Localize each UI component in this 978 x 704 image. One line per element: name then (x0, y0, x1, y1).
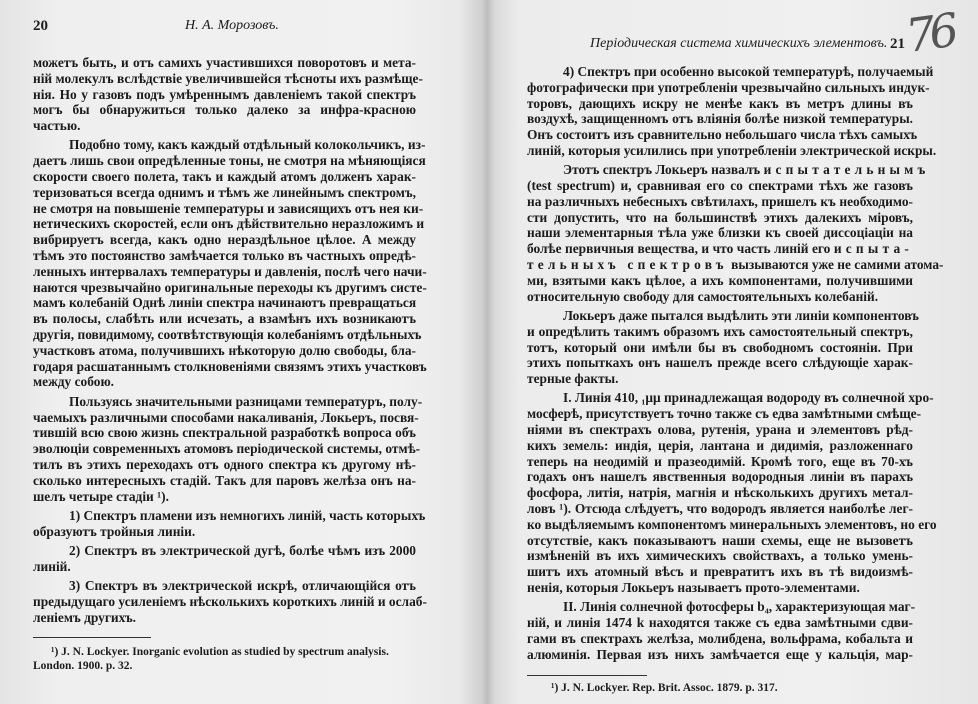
page-body (527, 64, 944, 662)
text-line: шелъ четыре стадіи ¹). (33, 488, 169, 504)
paragraph (33, 137, 427, 390)
text-line: можетъ быть, и отъ самихъ участившихся поворотовъ и мета- (33, 55, 416, 70)
text-line: тившій всю свою жизнь спектральной разработкѣ вопроса объ (33, 425, 416, 441)
paragraph (527, 390, 937, 595)
paragraph (33, 507, 426, 540)
text-line: ніями въ спектрахъ олова, рутенія, урана и элементовъ рѣд- (527, 422, 913, 438)
text-line: эволюціи современныхъ атомовъ періодической системы, отмѣ- (33, 441, 421, 457)
text-line: мамъ колебаній Однѣ линіи спектра начинаютъ превращаться (33, 295, 417, 311)
text-line: сколько интересныхъ стадій. Такъ для паровъ желѣза онъ на- (33, 472, 416, 488)
paragraph (527, 64, 937, 159)
text-line: скорости своего полета, такъ и каждый атомъ долженъ харак- (33, 169, 416, 185)
text-line: теперь на неодимій и празеодимій. Кромѣ того, еще въ 70-хъ (527, 453, 913, 469)
text-line: торовъ, дающихъ искру не менѣе какъ въ метръ длины въ (527, 95, 913, 111)
right-page (490, 0, 978, 704)
spaced-emphasis: тельныхъ спектровъ (527, 257, 728, 273)
text-line: на различныхъ небесныхъ свѣтилахъ, пришелъ къ необходимо- (527, 193, 913, 209)
text-line: Онъ состоитъ изъ сравнительно небольшаго числа тѣхъ самыхъ (527, 127, 918, 143)
text-line: предыдущаго усиленіемъ нѣсколькихъ короткихъ линій и ослаб- (33, 593, 427, 609)
text-line: наши элементарныя тѣла уже близки къ своей диссоціаціи на (527, 225, 913, 241)
text-line: ній молекулъ вслѣдствіе увеличившейся тѣсноты ихъ размѣще- (33, 70, 423, 86)
text-line: частью. (33, 118, 81, 134)
text-line: и опредѣлить такимъ образомъ ихъ самостоятельный спектръ, (527, 323, 913, 339)
text-line: не смотря на повышеніе температуры и зависящихъ отъ нея ки- (33, 200, 424, 216)
text-line: 4) Спектръ при особенно высокой температурѣ, получаемый (563, 64, 934, 79)
text-line: II. Линія солнечной фотосферы b₄, характеризующая маг- (563, 599, 916, 615)
text-line: этихъ попыткахъ онъ нашелъ прежде всего слѣдующіе харак- (527, 355, 913, 371)
text-line: даетъ лишь свои опредѣленные тоны, не смотря на мѣняющіяся (33, 153, 426, 169)
text-line: мосферѣ, присутствуетъ точно также съ едва замѣтными смѣще- (527, 406, 922, 422)
text-line: линій, которыя усилились при употребленіи электрической искры. (527, 142, 937, 158)
footnote (33, 645, 416, 673)
paragraph (527, 162, 944, 304)
footnote-divider (527, 675, 647, 676)
text-line: гами въ спектрахъ желѣза, молибдена, вольфрама, кобальта и (527, 630, 913, 646)
text-line: ній, и линія 1474 k находятся также съ едва замѣтными сдви- (527, 615, 913, 631)
footnote-line: ¹) J. N. Lockyer. Rep. Brit. Assoc. 1879. p. 317. (551, 682, 778, 694)
text-line: сти допустить, что на большинствѣ этихъ далекихъ міровъ, (527, 209, 913, 225)
text-line: Пользуясь значительными разницами температуръ, полу- (69, 393, 423, 409)
text-line: ловъ ¹). Отсюда слѣдуетъ, что водородъ является наиболѣе лег- (527, 501, 913, 517)
text-line: линій. (33, 558, 71, 574)
page-body (33, 55, 427, 625)
text-line: между собою. (33, 374, 115, 390)
text-line: нетическихъ скоростей, если онъ дѣйствительно неразложимъ и (33, 216, 425, 232)
text-line: относительную свободу для самостоятельныхъ колебаній. (527, 288, 879, 304)
paragraph (527, 307, 919, 387)
running-head: Періодическая система химическихъ элементовъ. (590, 36, 888, 51)
text-line: Локьеръ даже пытался выдѣлить эти линіи компонентовъ (563, 307, 919, 323)
page-number: 21 (890, 36, 905, 52)
text-line: годаря расшатаннымъ столкновеніями связямъ этихъ участковъ (33, 358, 427, 374)
text-line: ко выдѣляемымъ компонентомъ минеральныхъ элементовъ, но его (527, 516, 937, 532)
text-line: тельныхъ спектровъ вызываются уже не самими атома- (527, 257, 944, 273)
text-line: 1) Спектръ пламени изъ немногихъ линій, часть которыхъ (69, 507, 426, 523)
text-line: нія. Но у газовъ подъ умѣреннымъ давленіемъ такой спектръ (33, 86, 416, 102)
text-line: I. Линія 410, ₁μμ принадлежащая водороду въ солнечной хро- (563, 390, 934, 406)
text-line: терные факты. (527, 371, 619, 387)
text-line: годахъ онъ нашелъ явственныя водородныя линіи въ парахъ (527, 469, 913, 485)
text-line: кихъ земель: индія, церія, лантана и дидимія, разложеннаго (527, 437, 913, 453)
text-line: 2) Спектръ въ электрической дугѣ, болѣе чѣмъ изъ 2000 (69, 542, 416, 558)
text-line: измѣненій въ ихъ химическихъ свойствахъ, а только умень- (527, 548, 913, 564)
paragraph (33, 393, 423, 505)
text-line: участковъ атома, получившихъ нѣкоторую долю свободы, бла- (33, 342, 416, 358)
text-line: другія, повидимому, соотвѣтствующія колебаніямъ отдѣльныхъ (33, 327, 422, 343)
text-line: чаемыхъ различными способами накаливанія, Локьеръ, посвя- (33, 409, 419, 425)
text-line: воздухѣ, защищенномъ отъ вліянія болѣе низкой температуры. (527, 111, 913, 127)
text-line: фосфора, литія, натрія, магнія и нѣсколькихъ другихъ метал- (527, 485, 913, 501)
text-line: алюминія. Первая изъ нихъ замѣчается еще у кальція, мар- (527, 646, 913, 662)
text-line: теризоваться всегда однимъ и тѣмъ же линейнымъ спектромъ, (33, 184, 416, 200)
handwritten-page-mark: 76 (902, 3, 957, 63)
text-line: наются чрезвычайно оригинальные переходы къ другимъ систе- (33, 279, 427, 295)
spaced-emphasis: испытательнымъ (763, 162, 930, 178)
text-line: тѣмъ это постоянство замѣчается только въ частныхъ опредѣ- (33, 248, 416, 264)
text-line: отсутствіе, какъ показываютъ наши схемы, еще не вызоветъ (527, 532, 913, 548)
footnote-line: ¹) J. N. Lockyer. Inorganic evolution as studied by spectrum analysis. (51, 646, 389, 658)
text-line: 3) Спектръ въ электрической искрѣ, отличающійся отъ (69, 578, 416, 593)
text-line: ми, взятыми какъ цѣлое, а ихъ компонентами, получившими (527, 272, 913, 288)
text-line: ленныхъ интервалахъ температуры и давленія, послѣ чего начи- (33, 263, 427, 279)
text-line: шитъ ихъ атомный вѣсъ и превратитъ ихъ въ тѣ видоизмѣ- (527, 564, 913, 580)
text-line: леніемъ другихъ. (33, 609, 136, 625)
text-line: (test spectrum) и, сравнивая его со спектрами тѣхъ же газовъ (527, 178, 913, 194)
footnote (527, 681, 913, 695)
spaced-emphasis: испыта- (833, 241, 913, 257)
paragraph (33, 578, 427, 625)
paragraph (33, 55, 423, 134)
running-head: Н. А. Морозовъ. (185, 18, 279, 33)
paragraph (527, 599, 916, 662)
footnote-divider (33, 637, 151, 638)
text-line: вибрируетъ всегда, какъ одно нераздѣльное цѣлое. А между (33, 232, 416, 248)
text-line: Подобно тому, какъ каждый отдѣльный колокольчикъ, из- (69, 137, 426, 153)
text-line: фотографически при употребленіи чрезвычайно сильныхъ индук- (527, 79, 930, 95)
text-line: могъ бы обнаружиться только далеко за инфра-красною (33, 102, 416, 118)
paragraph (33, 543, 416, 575)
text-line: въ полосы, слабѣть или исчезать, а взамѣнъ ихъ возникаютъ (33, 311, 416, 327)
text-line: болѣе первичныя вещества, и что часть линій его испыта- (527, 241, 913, 257)
text-line: тотъ, который они имѣли бы въ свободномъ состояніи. При (527, 339, 913, 355)
text-line: тилъ въ этихъ переходахъ отъ одного спектра къ другому нѣ- (33, 456, 416, 472)
text-line: образуютъ тройныя линіи. (33, 523, 196, 539)
page-number: 20 (33, 18, 48, 34)
left-page (0, 0, 485, 704)
text-line: ненія, которыя Локьеръ называетъ прото-элементами. (527, 580, 860, 595)
footnote-line: London. 1900. p. 32. (33, 660, 133, 672)
text-line: Этотъ спектръ Локьеръ назвалъ испытательнымъ (563, 162, 930, 178)
